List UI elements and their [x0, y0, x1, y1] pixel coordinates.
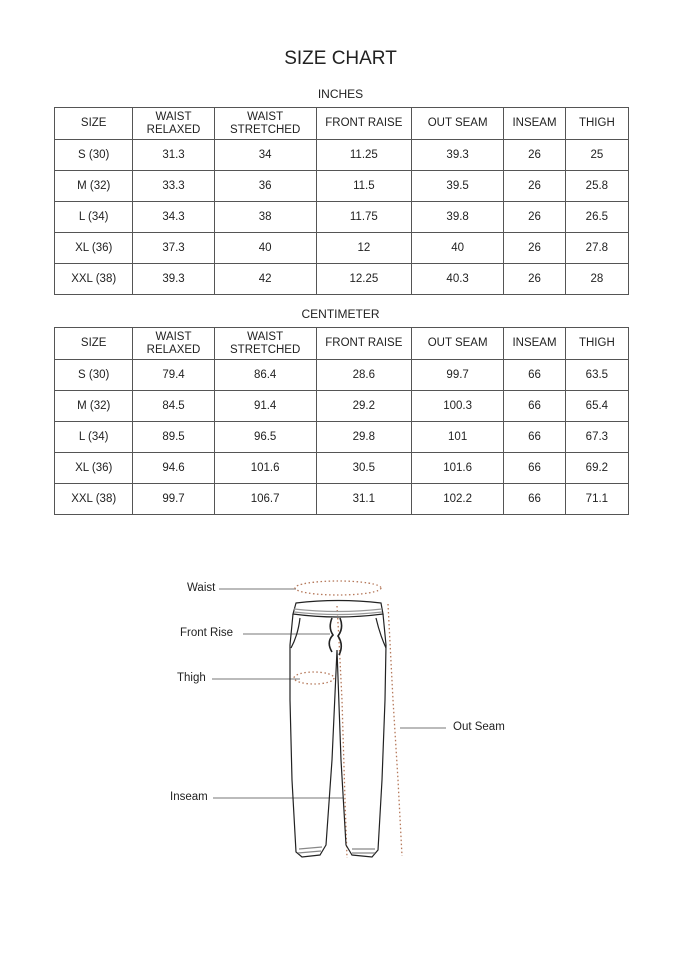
table-cell: 65.4: [565, 391, 628, 422]
table-cell: 66: [504, 422, 566, 453]
column-header: FRONT RAISE: [316, 328, 411, 360]
table-cell: 100.3: [412, 391, 504, 422]
column-header: FRONT RAISE: [316, 108, 411, 140]
table-cell: XL (36): [55, 453, 133, 484]
measurement-guides: [294, 581, 402, 858]
table-cell: 25: [565, 140, 628, 171]
table-cell: 29.2: [316, 391, 411, 422]
table-cell: 31.1: [316, 484, 411, 515]
column-header: WAIST STRETCHED: [214, 108, 316, 140]
table-cell: 89.5: [133, 422, 214, 453]
table-cell: 63.5: [565, 360, 628, 391]
table-cell: 34: [214, 140, 316, 171]
table-cell: L (34): [55, 202, 133, 233]
table-cell: 67.3: [565, 422, 628, 453]
table-cell: 36: [214, 171, 316, 202]
waist-measure: [295, 581, 381, 595]
table-cell: 12.25: [316, 264, 411, 295]
table-cell: 11.5: [316, 171, 411, 202]
column-header: OUT SEAM: [412, 108, 504, 140]
table-cell: 25.8: [565, 171, 628, 202]
table-cell: XL (36): [55, 233, 133, 264]
table-cell: M (32): [55, 391, 133, 422]
table-cell: 40: [214, 233, 316, 264]
column-header: WAIST STRETCHED: [214, 328, 316, 360]
front-rise-label: Front Rise: [180, 627, 234, 639]
out-seam-label: Out Seam: [453, 721, 505, 733]
table-cell: 26.5: [565, 202, 628, 233]
table-cell: 26: [504, 202, 566, 233]
table-cell: 102.2: [412, 484, 504, 515]
table-cell: 42: [214, 264, 316, 295]
table-cell: 99.7: [133, 484, 214, 515]
table-cell: 34.3: [133, 202, 214, 233]
table-cell: S (30): [55, 360, 133, 391]
table-cell: 66: [504, 484, 566, 515]
table-cell: 11.75: [316, 202, 411, 233]
table-cell: 26: [504, 171, 566, 202]
table-cell: 91.4: [214, 391, 316, 422]
table-cell: 66: [504, 391, 566, 422]
table-cell: 101: [412, 422, 504, 453]
thigh-label: Thigh: [177, 672, 206, 684]
leader-lines: [212, 589, 446, 798]
table-cell: 79.4: [133, 360, 214, 391]
table-cell: 71.1: [565, 484, 628, 515]
table-cell: 40: [412, 233, 504, 264]
table-cell: 39.5: [412, 171, 504, 202]
column-header: INSEAM: [504, 108, 566, 140]
column-header: OUT SEAM: [412, 328, 504, 360]
table-cell: 39.3: [412, 140, 504, 171]
column-header: SIZE: [55, 108, 133, 140]
out-seam-measure: [388, 604, 402, 856]
table-cell: 101.6: [412, 453, 504, 484]
table-cell: 96.5: [214, 422, 316, 453]
column-header: THIGH: [565, 108, 628, 140]
table-cell: 66: [504, 453, 566, 484]
centimeter-heading: CENTIMETER: [301, 307, 380, 321]
table-cell: 39.8: [412, 202, 504, 233]
inches-heading: INCHES: [317, 87, 364, 101]
column-header: WAIST RELAXED: [133, 328, 214, 360]
inseam-measure: [337, 606, 347, 858]
table-cell: 69.2: [565, 453, 628, 484]
waist-label: Waist: [187, 582, 216, 594]
table-cell: XXL (38): [55, 264, 133, 295]
table-cell: 26: [504, 264, 566, 295]
inseam-label: Inseam: [170, 791, 208, 803]
table-cell: 39.3: [133, 264, 214, 295]
table-cell: 40.3: [412, 264, 504, 295]
table-cell: XXL (38): [55, 484, 133, 515]
table-cell: 27.8: [565, 233, 628, 264]
table-cell: 38: [214, 202, 316, 233]
table-cell: 33.3: [133, 171, 214, 202]
table-cell: S (30): [55, 140, 133, 171]
table-cell: 12: [316, 233, 411, 264]
pants-outline: [290, 601, 386, 858]
column-header: SIZE: [55, 328, 133, 360]
column-header: THIGH: [565, 328, 628, 360]
table-cell: 26: [504, 233, 566, 264]
table-cell: 30.5: [316, 453, 411, 484]
table-cell: 31.3: [133, 140, 214, 171]
table-cell: 11.25: [316, 140, 411, 171]
table-cell: 28.6: [316, 360, 411, 391]
table-cell: 26: [504, 140, 566, 171]
page-title: SIZE CHART: [284, 48, 397, 69]
table-cell: 86.4: [214, 360, 316, 391]
table-cell: 94.6: [133, 453, 214, 484]
table-cell: L (34): [55, 422, 133, 453]
table-cell: 37.3: [133, 233, 214, 264]
column-header: INSEAM: [504, 328, 566, 360]
table-cell: 66: [504, 360, 566, 391]
table-cell: 84.5: [133, 391, 214, 422]
thigh-measure: [294, 672, 334, 684]
column-header: WAIST RELAXED: [133, 108, 214, 140]
table-cell: 28: [565, 264, 628, 295]
table-cell: 101.6: [214, 453, 316, 484]
table-cell: 106.7: [214, 484, 316, 515]
table-cell: 29.8: [316, 422, 411, 453]
table-cell: 99.7: [412, 360, 504, 391]
table-cell: M (32): [55, 171, 133, 202]
